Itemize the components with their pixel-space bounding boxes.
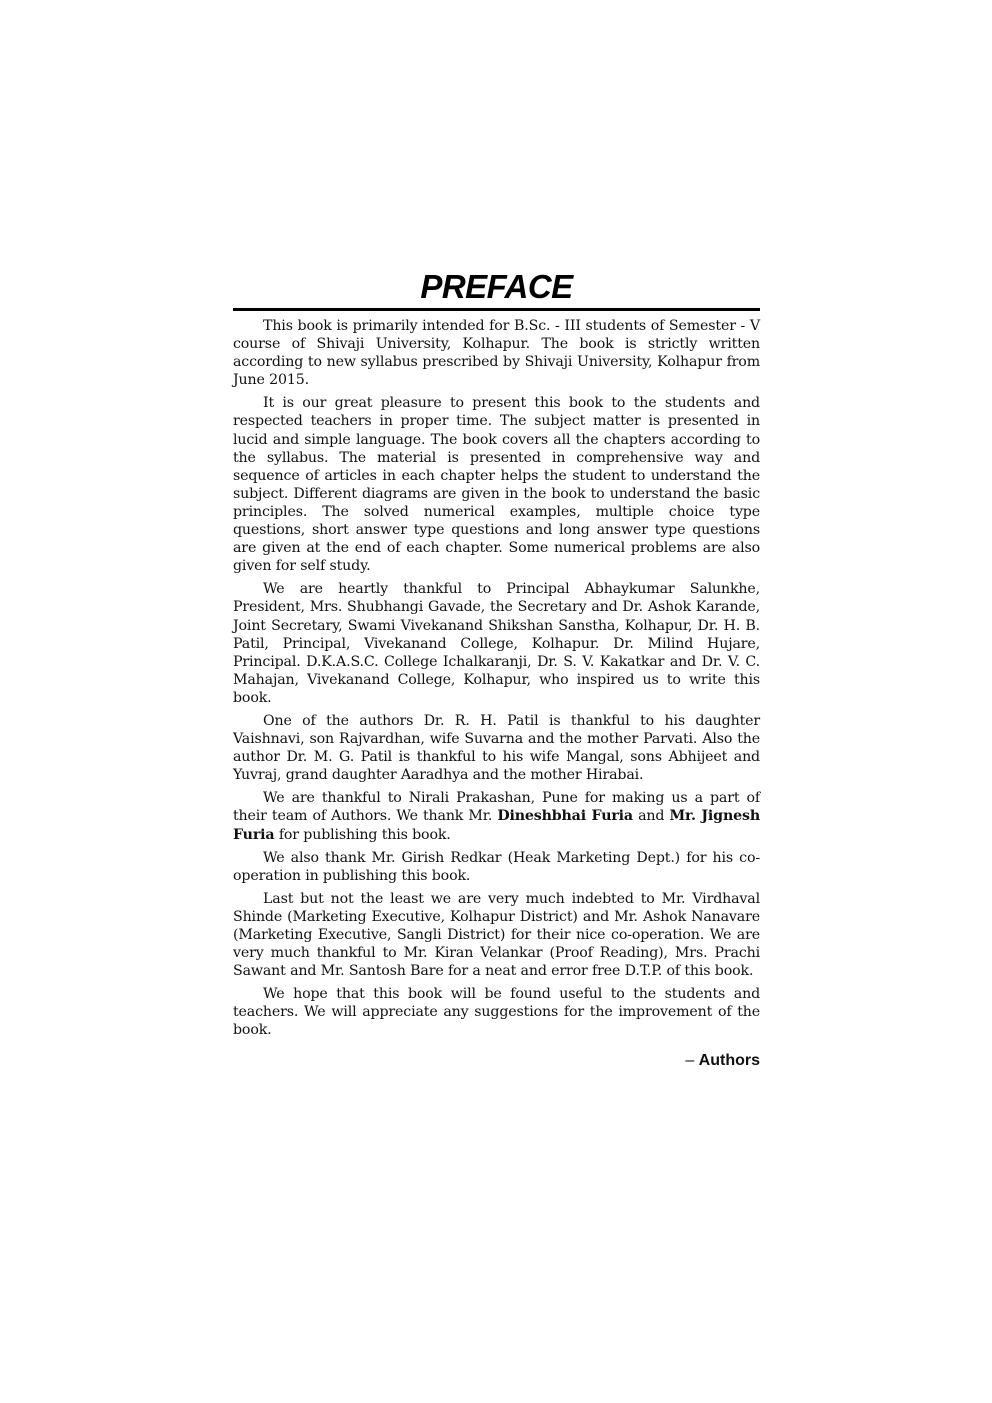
signature-name: Authors (698, 1051, 760, 1069)
paragraph-intended-audience: This book is primarily intended for B.Sc. - III students of Semester - V course of Shivaji University, Kolhapur. The book is strictly written according to new syllabus prescribed by Shivaji University, Kolhapur from June 2015. (233, 318, 760, 389)
paragraph-acknowledgement-family: One of the authors Dr. R. H. Patil is thankful to his daughter Vaishnavi, son Rajvardhan, wife Suvarna and the mother Parvati. Also the author Dr. M. G. Patil is thankful to his wife Mangal, sons Abhijeet and Yuvraj, grand daughter Aaradhya and the mother Hirabai. (233, 712, 760, 784)
paragraph-acknowledgement-staff: Last but not the least we are very much indebted to Mr. Virdhaval Shinde (Marketing Executive, Kolhapur District) and Mr. Ashok Nanavare (Marketing Executive, Sangli District) for their nice co-operation. We are very much thankful to Mr. Kiran Velankar (Proof Reading), Mrs. Prachi Sawant and Mr. Santosh Bare for a neat and error free D.T.P. of this book. (233, 890, 760, 980)
paragraph-closing: We hope that this book will be found useful to the students and teachers. We will appreciate any suggestions for the improvement of the book. (233, 986, 760, 1039)
paragraph-acknowledgement-institution: We are heartly thankful to Principal Abhaykumar Salunkhe, President, Mrs. Shubhangi Gavade, the Secretary and Dr. Ashok Karande, Joint Secretary, Swami Vivekanand Shikshan Sanstha, Kolhapur, Dr. H. B. Patil, Principal, Vivekanand College, Kolhapur. Dr. Milind Hujare, Principal. D.K.A.S.C. College Ichalkaranji, Dr. S. V. Kakatkar and Dr. V. C. Mahajan, Vivekanand College, Kolhapur, who inspired us to write this book. (233, 581, 760, 706)
title-underline-divider (233, 308, 760, 311)
signature (233, 1052, 760, 1070)
paragraph-acknowledgement-marketing: We also thank Mr. Girish Redkar (Heak Marketing Dept.) for his co-operation in publishing this book. (233, 849, 760, 884)
publisher-name-bold-2: Mr. Jignesh Furia (233, 808, 760, 843)
preface-page (233, 268, 760, 1070)
publisher-text-3: for publishing this book. (274, 826, 451, 843)
publisher-text-2: and (632, 808, 670, 825)
publisher-name-bold-1: Dineshbhai Furia (497, 808, 633, 825)
paragraph-acknowledgement-publisher (233, 789, 760, 843)
page-title: PREFACE (420, 268, 573, 305)
publisher-text-1: We are thankful to Nirali Prakashan, Pune for making us a part of their team of Authors. We thank Mr. (233, 790, 760, 825)
signature-dash: – (685, 1051, 699, 1069)
paragraph-content-overview: It is our great pleasure to present this book to the students and respected teachers in proper time. The subject matter is presented in lucid and simple language. The book covers all the chapters according to the syllabus. The material is presented in comprehensive way and sequence of articles in each chapter helps the student to understand the subject. Different diagrams are given in the book to understand the basic principles. The solved numerical examples, multiple choice type questions, short answer type questions and long answer type questions are given at the end of each chapter. Some numerical problems are also given for self study. (233, 395, 760, 575)
